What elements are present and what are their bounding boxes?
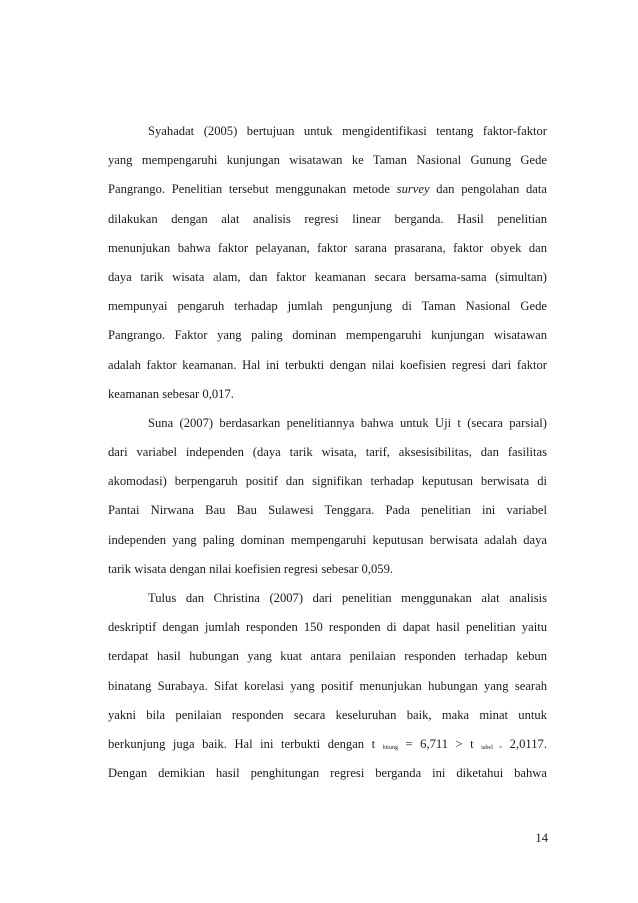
line-text: dan pengolahan data bbox=[429, 182, 547, 197]
paragraph-3-line-1: Tulus dan Christina (2007) dari penelitian menggunakan alat analisis bbox=[148, 591, 547, 605]
paragraph-2-line-5: independen yang paling dominan mempengaruhi keputusan berwisata adalah daya bbox=[108, 532, 547, 547]
body-text bbox=[108, 117, 547, 788]
subscript-tabel: tabel = bbox=[481, 744, 503, 751]
paragraph-2-line-3: akomodasi) berpengaruh positif dan signifikan terhadap keputusan berwisata di bbox=[108, 474, 547, 489]
paragraph-3-line-6 bbox=[108, 730, 547, 759]
line-text: 2,0117. bbox=[502, 736, 548, 751]
paragraph-1-line-3 bbox=[108, 175, 547, 204]
paragraph-3-line-7: Dengan demikian hasil penghitungan regresi berganda ini diketahui bahwa bbox=[108, 766, 547, 781]
paragraph-3-line-5: yakni bila penilaian responden secara keseluruhan baik, maka minat untuk bbox=[108, 707, 547, 722]
paragraph-3-line-2: deskriptif dengan jumlah responden 150 responden di dapat hasil penelitian yaitu bbox=[108, 620, 547, 635]
subscript-hitung: hitung bbox=[382, 744, 398, 751]
paragraph-3-line-3: terdapat hasil hubungan yang kuat antara penilaian responden terhadap kebun bbox=[108, 649, 547, 664]
paragraph-3-line-4: binatang Surabaya. Sifat korelasi yang positif menunjukan hubungan yang searah bbox=[108, 678, 547, 693]
page-number: 14 bbox=[535, 831, 548, 845]
paragraph-1-line-6: daya tarik wisata alam, dan faktor keamanan secara bersama-sama (simultan) bbox=[108, 269, 547, 284]
line-text: Pangrango. Penelitian tersebut menggunakan metode bbox=[108, 182, 397, 197]
paragraph-1-line-7: mempunyai pengaruh terhadap jumlah pengunjung di Taman Nasional Gede bbox=[108, 299, 547, 314]
paragraph-1-line-5: menunjukan bahwa faktor pelayanan, faktor sarana prasarana, faktor obyek dan bbox=[108, 240, 547, 255]
paragraph-2-line-4: Pantai Nirwana Bau Bau Sulawesi Tenggara. Pada penelitian ini variabel bbox=[108, 503, 547, 518]
paragraph-1-line-9: adalah faktor keamanan. Hal ini terbukti dengan nilai koefisien regresi dari faktor bbox=[108, 357, 547, 372]
paragraph-1-line-10: keamanan sebesar 0,017. bbox=[108, 386, 234, 401]
line-text: berkunjung juga baik. Hal ini terbukti dengan t bbox=[108, 736, 383, 751]
paragraph-1-line-1: Syahadat (2005) bertujuan untuk mengidentifikasi tentang faktor-faktor bbox=[148, 124, 547, 138]
paragraph-2-line-6: tarik wisata dengan nilai koefisien regresi sebesar 0,059. bbox=[108, 561, 394, 576]
line-text: = 6,711 > t bbox=[397, 736, 482, 751]
paragraph-2-line-2: dari variabel independen (daya tarik wisata, tarif, aksesisibilitas, dan fasilitas bbox=[108, 445, 547, 460]
emphasized-term: survey bbox=[396, 182, 430, 197]
paragraph-1-line-4: dilakukan dengan alat analisis regresi linear berganda. Hasil penelitian bbox=[108, 211, 547, 226]
paragraph-1-line-2: yang mempengaruhi kunjungan wisatawan ke Taman Nasional Gunung Gede bbox=[108, 153, 547, 168]
paragraph-1-line-8: Pangrango. Faktor yang paling dominan mempengaruhi kunjungan wisatawan bbox=[108, 328, 547, 343]
paragraph-2-line-1: Suna (2007) berdasarkan penelitiannya bahwa untuk Uji t (secara parsial) bbox=[148, 415, 547, 430]
